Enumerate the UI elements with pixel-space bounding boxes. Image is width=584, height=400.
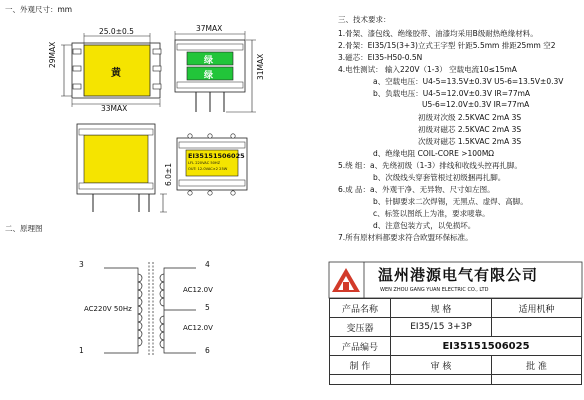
spec-line: 初级对次级 2.5KVAC 2mA 3S xyxy=(418,113,522,122)
check-value xyxy=(391,375,492,385)
dim-right-height: 31MAX xyxy=(256,53,265,80)
check-header: 审 核 xyxy=(391,356,492,375)
yellow-label: 黄 xyxy=(111,68,121,79)
spec-line: d、绝缘电阻 COIL-CORE >100MΩ xyxy=(373,149,495,158)
spec-line: b、针脚要求二次焊锡，无黑点、虚焊、高脚。 xyxy=(373,197,528,206)
spec-line: b、负载电压：U4-5=12.0V±0.3V IR=77mA xyxy=(373,89,531,98)
company-name: 温州港源电气有限公司 xyxy=(378,266,539,284)
dim-left-height: 29MAX xyxy=(48,41,57,68)
spec-line: 初级对磁芯 2.5KVAC 2mA 3S xyxy=(418,125,522,134)
product-name-header: 产品名称 xyxy=(330,299,391,318)
spec-header: 规 格 xyxy=(391,299,492,318)
front-view xyxy=(77,124,167,212)
spec-line: 次级对磁芯 1.5KVAC 2mA 3S xyxy=(418,137,522,146)
application-header: 适用机种 xyxy=(492,299,582,318)
primary-voltage-label: AC220V 50Hz xyxy=(84,305,132,313)
side-view xyxy=(175,31,256,112)
title-block-table xyxy=(329,298,582,385)
spec-line: 2.骨架：EI35/15(3+3)立式王字型 针距5.5mm 排距25mm 空2 xyxy=(338,41,556,50)
pin-3-label: 3 xyxy=(79,260,84,269)
section3-title: 三、技术要求： xyxy=(338,15,391,24)
spec-line: U5-6=12.0V±0.3V IR=77mA xyxy=(422,100,530,109)
green-label-2: 绿 xyxy=(204,71,214,81)
spec-line: d、注意包装方式，以免损坏。 xyxy=(373,221,476,230)
spec-line: b、次级线头穿套管根过初级捆再扎脚。 xyxy=(373,173,506,182)
spec-line: 6.成 品：a、外观干净、无异物、尺寸如左图。 xyxy=(338,185,495,194)
product-code-value: EI35151506025 xyxy=(391,337,582,356)
make-header: 制 作 xyxy=(330,356,391,375)
make-value xyxy=(330,375,391,385)
section1-title: 一、外观尺寸：mm xyxy=(5,5,73,14)
spec-line: a、空载电压：U4-5=13.5V±0.3V U5-6=13.5V±0.3V xyxy=(373,77,564,86)
secondary-bottom-voltage-label: AC12.0V xyxy=(183,324,213,332)
dim-pin-length: 6.0±1 xyxy=(164,163,173,186)
section2-title: 二、原理图 xyxy=(5,224,43,233)
spec-line: c、标签以图纸上为准，要求唛靠。 xyxy=(373,209,490,218)
approve-value xyxy=(492,375,582,385)
pin-5-label: 5 xyxy=(205,303,210,312)
pin-6-label: 6 xyxy=(205,346,210,355)
pin-1-label: 1 xyxy=(79,346,84,355)
spec-line: 4.电性测试： 输入220V（1-3） 空载电流10≤15mA xyxy=(338,65,517,74)
dim-top-width: 25.0±0.5 xyxy=(99,27,134,36)
product-label-model: EI35151506025 xyxy=(188,152,245,160)
spec-value: EI35/15 3+3P xyxy=(391,318,492,337)
dim-top-side-width: 37MAX xyxy=(196,24,223,33)
application-value xyxy=(492,318,582,337)
approve-header: 批 准 xyxy=(492,356,582,375)
spec-line: 3.磁芯：EI35-H50-0.5N xyxy=(338,53,423,62)
spec-line: 7.所有原材料都要求符合欧盟环保标准。 xyxy=(338,233,473,242)
spec-line: 5.绕 组：a、先绕初级（1-3）排线和收线头控再扎脚。 xyxy=(338,161,522,170)
spec-line: 1.骨架、漆包线、绝缘胶带、油漆均采用B级耐热绝缘材料。 xyxy=(338,29,538,38)
product-label-line1: LFL 220VAC 50HZ xyxy=(188,161,221,165)
dim-bottom-width: 33MAX xyxy=(101,104,128,113)
product-name-value: 变压器 xyxy=(330,318,391,337)
product-label-line2: OUT: 12.0VAC×2 25W xyxy=(188,167,228,171)
green-label-1: 绿 xyxy=(204,56,214,66)
pin-4-label: 4 xyxy=(205,260,210,269)
company-name-en: WEN ZHOU GANG YUAN ELECTRIC CO., LTD xyxy=(380,287,489,293)
product-code-header: 产品编号 xyxy=(330,337,391,356)
secondary-top-voltage-label: AC12.0V xyxy=(183,286,213,294)
